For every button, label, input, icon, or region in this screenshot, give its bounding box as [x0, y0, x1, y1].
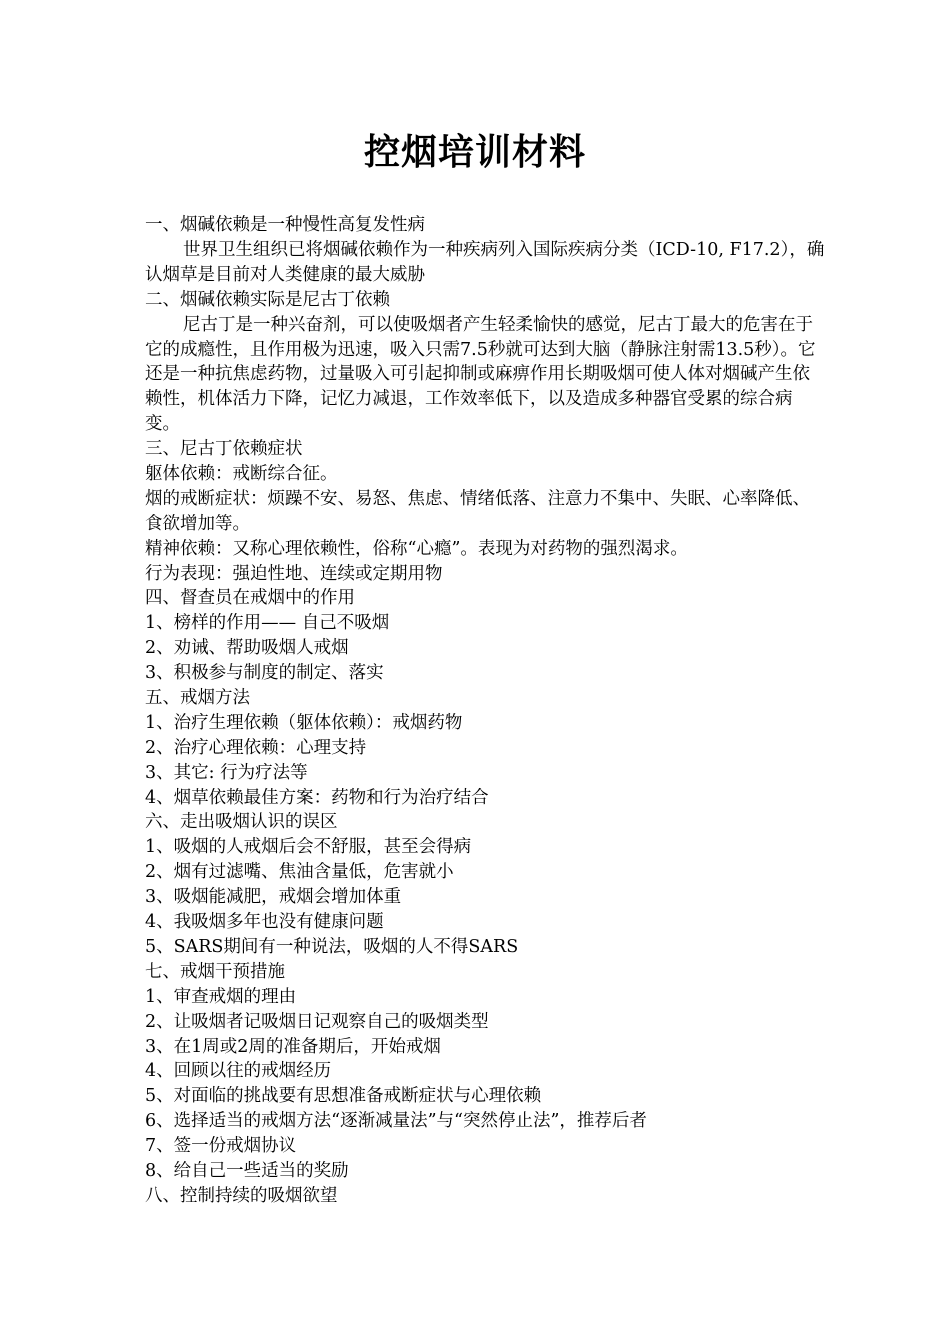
heading-1: 一、烟碱依赖是一种慢性高复发性病 [145, 215, 425, 235]
heading-5: 五、戒烟方法 [145, 688, 250, 709]
list-item: 3、吸烟能减肥，戒烟会增加体重 [145, 887, 402, 908]
list-item: 2、让吸烟者记吸烟日记观察自己的吸烟类型 [145, 1011, 489, 1032]
paragraph-1: 世界卫生组织已将烟碱依赖作为一种疾病列入国际疾病分类（ICD-10, F17.2），确认烟草是目前对人类健康的最大威胁 [145, 239, 825, 285]
document-title: 控烟培训材料 [363, 131, 586, 173]
heading-3: 三、尼古丁依赖症状 [145, 439, 303, 460]
list-item: 1、审查戒烟的理由 [145, 986, 297, 1007]
text-line: 躯体依赖：戒断综合征。 [145, 464, 338, 485]
document-body [145, 213, 825, 1209]
text-line: 食欲增加等。 [145, 513, 250, 534]
list-item: 8、给自己一些适当的奖励 [145, 1160, 349, 1181]
list-item: 2、劝诫、帮助吸烟人戒烟 [145, 638, 349, 659]
list-item: 3、在1周或2周的准备期后，开始戒烟 [145, 1036, 441, 1057]
list-item: 5、SARS期间有一种说法，吸烟的人不得SARS [145, 936, 519, 957]
list-item: 1、榜样的作用—— 自己不吸烟 [145, 613, 390, 634]
list-item: 2、治疗心理依赖：心理支持 [145, 737, 367, 758]
heading-4: 四、督查员在戒烟中的作用 [145, 588, 355, 609]
list-item: 6、选择适当的戒烟方法“逐渐减量法”与“突然停止法”，推荐后者 [145, 1111, 647, 1132]
text-line: 精神依赖：又称心理依赖性，俗称“心瘾”。表现为对药物的强烈渴求。 [145, 538, 688, 559]
list-item: 3、其它: 行为疗法等 [145, 762, 308, 783]
heading-8: 八、控制持续的吸烟欲望 [145, 1185, 338, 1206]
text-line: 行为表现：强迫性地、连续或定期用物 [145, 563, 443, 584]
heading-7: 七、戒烟干预措施 [145, 961, 285, 982]
list-item: 7、签一份戒烟协议 [145, 1136, 297, 1157]
list-item: 4、烟草依赖最佳方案：药物和行为治疗结合 [145, 787, 489, 808]
list-item: 3、积极参与制度的制定、落实 [145, 663, 384, 684]
heading-6: 六、走出吸烟认识的误区 [145, 812, 338, 833]
list-item: 5、对面临的挑战要有思想准备戒断症状与心理依赖 [145, 1086, 542, 1107]
list-item: 4、回顾以往的戒烟经历 [145, 1061, 332, 1082]
list-item: 1、治疗生理依赖（躯体依赖）：戒烟药物 [145, 712, 463, 733]
heading-2: 二、烟碱依赖实际是尼古丁依赖 [145, 289, 390, 310]
list-item: 2、烟有过滤嘴、焦油含量低，危害就小 [145, 862, 454, 883]
list-item: 4、我吸烟多年也没有健康问题 [145, 912, 384, 933]
list-item: 1、吸烟的人戒烟后会不舒服，甚至会得病 [145, 837, 472, 858]
paragraph-2: 尼古丁是一种兴奋剂，可以使吸烟者产生轻柔愉快的感觉，尼古丁最大的危害在于它的成瘾性，且作用极为迅速，吸入只需7.5秒就可达到大脑（静脉注射需13.5秒）。它还是一种抗焦虑药物，过量吸入可引起抑制或麻痹作用长期吸烟可使人体对烟碱产生依赖性，机体活力下降，记忆力减退，工作效率低下，以及造成多种器官受累的综合病变。 [145, 314, 816, 435]
text-line: 烟的戒断症状：烦躁不安、易怒、焦虑、情绪低落、注意力不集中、失眠、心率降低、 [145, 488, 810, 509]
